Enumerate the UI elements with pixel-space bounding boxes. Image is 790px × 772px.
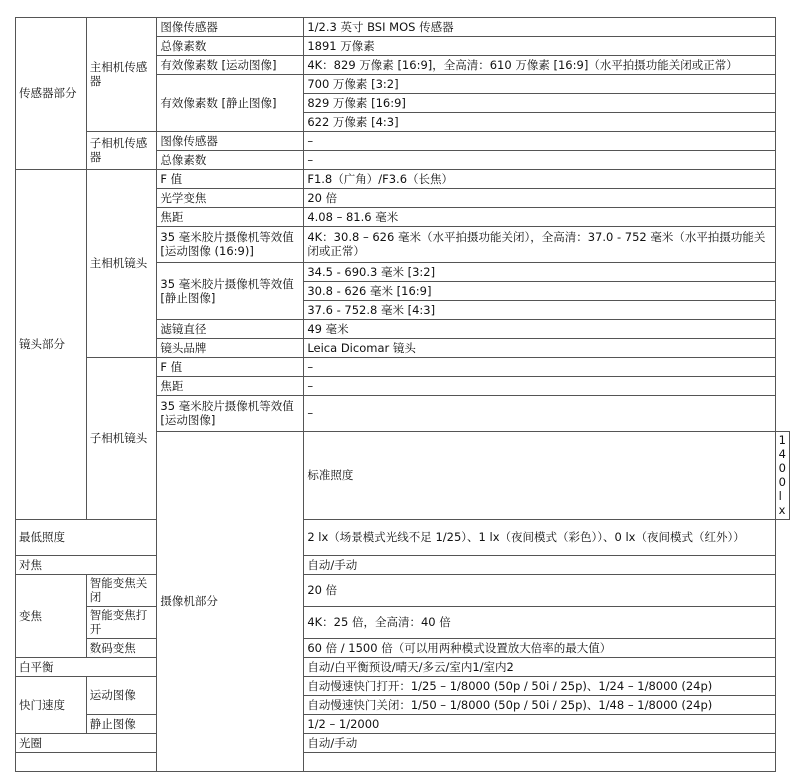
spec-value: 自动慢速快门关闭：1/50 – 1/8000 (50p / 50i / 25p)、1/48 – 1/8000 (24p): [304, 696, 775, 715]
spec-label: 数码变焦: [86, 639, 157, 658]
spec-label: 总像素数: [157, 37, 304, 56]
spec-value: 30.8 - 626 毫米 [16:9]: [304, 282, 775, 301]
spec-value: 4K：25 倍，全高清：40 倍: [304, 607, 775, 639]
spec-label: 图像传感器: [157, 18, 304, 37]
spec-label: F 值: [157, 170, 304, 189]
spec-label: 焦距: [157, 377, 304, 396]
table-row: [16, 607, 790, 639]
spec-value: 829 万像素 [16:9]: [304, 94, 775, 113]
spec-label: 滤镜直径: [157, 320, 304, 339]
spec-value: 4.08 – 81.6 毫米: [304, 208, 775, 227]
spec-label: 对焦: [16, 556, 157, 575]
spec-label: 35 毫米胶片摄像机等效值 [静止图像]: [157, 263, 304, 320]
spec-value: 20 倍: [304, 189, 775, 208]
spec-value: –: [304, 358, 775, 377]
group-label-shutter: 快门速度: [16, 677, 87, 734]
table-row: [16, 170, 790, 189]
table-row: [16, 715, 790, 734]
section-label-sensor: 传感器部分: [16, 18, 87, 170]
group-label-zoom: 变焦: [16, 575, 87, 658]
group-label-main-sensor: 主相机传感器: [86, 18, 157, 132]
spec-label: 焦距: [157, 208, 304, 227]
spec-value: 60 倍 / 1500 倍（可以用两种模式设置放大倍率的最大值）: [304, 639, 775, 658]
group-label-sub-lens: 子相机镜头: [86, 358, 157, 520]
spec-value: 1/2 – 1/2000: [304, 715, 775, 734]
spec-value: 622 万像素 [4:3]: [304, 113, 775, 132]
spec-label: 总像素数: [157, 151, 304, 170]
spec-label: 运动图像: [86, 677, 157, 715]
table-row: [16, 734, 790, 753]
spec-label: [16, 753, 157, 772]
spec-label: 图像传感器: [157, 132, 304, 151]
spec-value: 1400 lx: [775, 432, 789, 520]
table-row: [16, 556, 790, 575]
spec-label: 有效像素数 [运动图像]: [157, 56, 304, 75]
spec-value: 700 万像素 [3:2]: [304, 75, 775, 94]
spec-value: 37.6 - 752.8 毫米 [4:3]: [304, 301, 775, 320]
spec-value: 自动/手动: [304, 556, 775, 575]
group-label-main-lens: 主相机镜头: [86, 170, 157, 358]
spec-label: 光学变焦: [157, 189, 304, 208]
spec-label: 光圈: [16, 734, 157, 753]
spec-value: 4K：829 万像素 [16:9]，全高清：610 万像素 [16:9]（水平拍摄功能关闭或正常）: [304, 56, 775, 75]
spec-value: –: [304, 132, 775, 151]
spec-value: 4K：30.8 – 626 毫米（水平拍摄功能关闭），全高清：37.0 - 752 毫米（水平拍摄功能关闭或正常）: [304, 227, 775, 263]
spec-label: 最低照度: [16, 520, 157, 556]
spec-value: 自动/白平衡预设/晴天/多云/室内1/室内2: [304, 658, 775, 677]
table-row: [16, 18, 790, 37]
spec-value: F1.8（广角）/F3.6（长焦）: [304, 170, 775, 189]
section-label-lens: 镜头部分: [16, 170, 87, 520]
spec-value: 1891 万像素: [304, 37, 775, 56]
spec-label: 35 毫米胶片摄像机等效值 [运动图像]: [157, 396, 304, 432]
spec-value: 自动慢速快门打开：1/25 – 1/8000 (50p / 50i / 25p)、1/24 – 1/8000 (24p): [304, 677, 775, 696]
spec-value: –: [304, 151, 775, 170]
spec-value: 1/2.3 英寸 BSI MOS 传感器: [304, 18, 775, 37]
spec-value: 34.5 - 690.3 毫米 [3:2]: [304, 263, 775, 282]
spec-label: 智能变焦打开: [86, 607, 157, 639]
spec-value: Leica Dicomar 镜头: [304, 339, 775, 358]
spec-label: 静止图像: [86, 715, 157, 734]
spec-value: –: [304, 377, 775, 396]
spec-value: 20 倍: [304, 575, 775, 607]
table-row: [16, 639, 790, 658]
table-row: [16, 753, 790, 772]
spec-value: –: [304, 396, 775, 432]
group-label-sub-sensor: 子相机传感器: [86, 132, 157, 170]
table-row: [16, 358, 790, 377]
spec-label: 白平衡: [16, 658, 157, 677]
spec-value: [304, 753, 775, 772]
table-row: [16, 520, 790, 556]
spec-value: 2 lx（场景模式光线不足 1/25）、1 lx（夜间模式（彩色））、0 lx（夜间模式（红外））: [304, 520, 775, 556]
spec-label: 标准照度: [304, 432, 775, 520]
table-row: [16, 658, 790, 677]
section-label-camera: 摄像机部分: [157, 432, 304, 772]
table-row: [16, 575, 790, 607]
spec-label: 有效像素数 [静止图像]: [157, 75, 304, 132]
spec-value: 49 毫米: [304, 320, 775, 339]
spec-label: F 值: [157, 358, 304, 377]
spec-label: 智能变焦关闭: [86, 575, 157, 607]
table-row: [16, 132, 790, 151]
spec-label: 35 毫米胶片摄像机等效值 [运动图像 (16:9)]: [157, 227, 304, 263]
spec-label: 镜头品牌: [157, 339, 304, 358]
spec-value: 自动/手动: [304, 734, 775, 753]
spec-table: [15, 17, 790, 772]
table-row: [16, 677, 790, 696]
